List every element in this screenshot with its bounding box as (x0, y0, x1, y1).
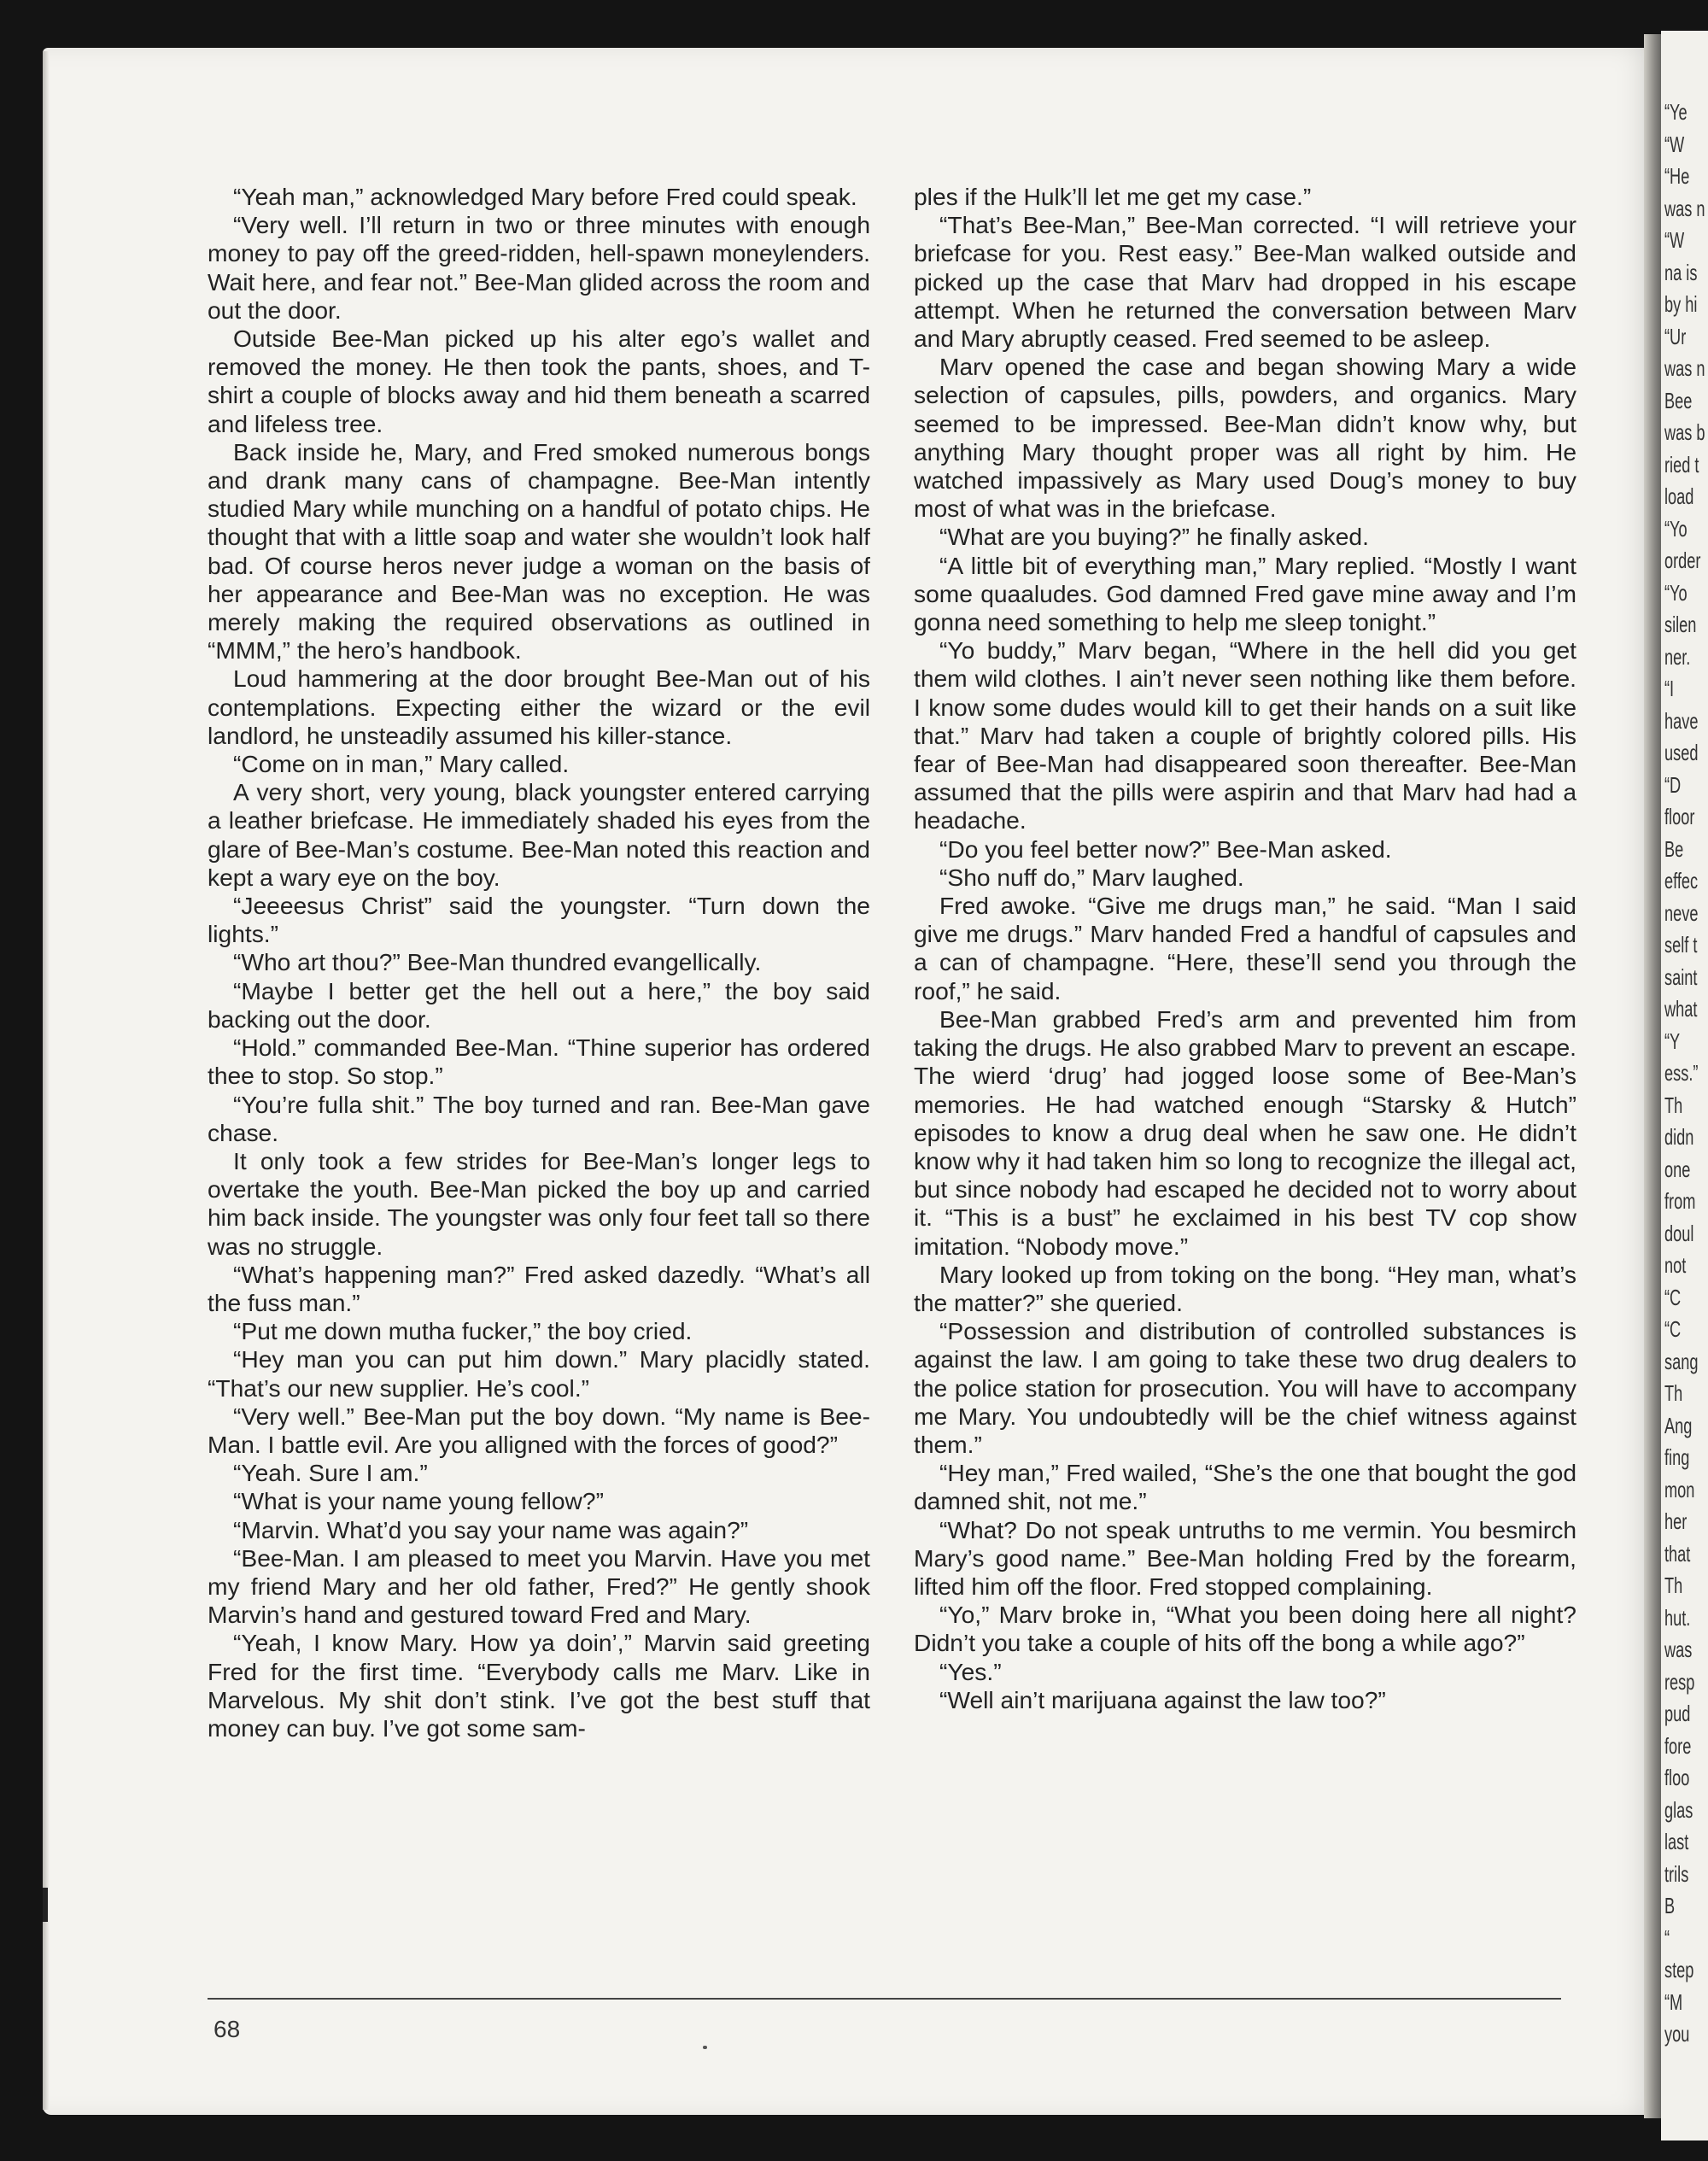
next-page-fragment: B (1664, 1893, 1676, 1918)
paragraph: “You’re fulla shit.” The boy turned and ran. Bee-Man gave chase. (208, 1090, 870, 1146)
next-page-fragment: silen (1664, 612, 1697, 637)
next-page-fragment: was n (1664, 195, 1705, 221)
next-page-fragment: glas (1664, 1796, 1693, 1823)
next-page-fragment: “Yo (1664, 579, 1688, 606)
next-page-fragment: what (1664, 996, 1698, 1022)
next-page-fragment: “Y (1664, 1028, 1681, 1054)
next-page-fragment: “He (1664, 163, 1690, 189)
paragraph: “Hold.” commanded Bee-Man. “Thine superior has ordered thee to stop. So stop.” (208, 1034, 870, 1090)
paragraph: “Do you feel better now?” Bee-Man asked. (939, 835, 1392, 863)
paragraph: “What is your name young fellow?” (233, 1487, 604, 1515)
print-speck (703, 2046, 707, 2049)
paragraph: “A little bit of everything man,” Mary replied. “Mostly I want some quaaludes. God damned Fred gave mine away and I’m gonna need something to help me sleep tonight.” (914, 551, 1576, 636)
next-page-fragment: fore (1664, 1732, 1692, 1759)
next-page-fragment: Th (1664, 1092, 1683, 1118)
paragraph: “Very well.” Bee-Man put the boy down. “My name is Bee-Man. I battle evil. Are you alligned with the forces of good?” (208, 1402, 870, 1458)
next-page-fragment: order (1664, 548, 1701, 573)
next-page-fragment: you (1664, 2021, 1690, 2047)
next-page-fragment: ner. (1664, 643, 1691, 670)
paragraph: “What’s happening man?” Fred asked dazedly. “What’s all the fuss man.” (208, 1260, 870, 1316)
next-page-fragment: saint (1664, 963, 1698, 990)
next-page-fragment: neve (1664, 899, 1699, 926)
page-left-edge (43, 51, 50, 2110)
next-page-fragment: was n (1664, 355, 1705, 381)
next-page-fragment: last (1664, 1829, 1689, 1854)
next-page-fragment: load (1664, 483, 1694, 509)
next-page-fragment: floor (1664, 804, 1695, 829)
next-page-fragment: Ang (1664, 1412, 1693, 1438)
next-page-fragment: effec (1664, 868, 1699, 893)
page-number: 68 (214, 2016, 241, 2042)
next-page-fragment: “Ye (1664, 99, 1688, 125)
paragraph: “Who art thou?” Bee-Man thundred evangellically. (233, 948, 762, 976)
paragraph: “Hey man you can put him down.” Mary placidly stated. “That’s our new supplier. He’s cool.” (208, 1345, 870, 1402)
next-page-fragment: Th (1664, 1572, 1683, 1598)
next-page-fragment: step (1664, 1957, 1694, 1982)
next-page-edge (1661, 31, 1708, 2141)
next-page-fragment: mon (1664, 1476, 1695, 1502)
paragraph: Mary looked up from toking on the bong. “Hey man, what’s the matter?” she queried. (914, 1260, 1576, 1316)
next-page-fragment: “I (1664, 676, 1675, 701)
next-page-fragment: “C (1664, 1316, 1682, 1342)
next-page-fragment: “ (1664, 1924, 1670, 1951)
paragraph: “Yeah, I know Mary. How ya doin’,” Marvin said greeting Fred for the first time. “Everybody calls me Marv. Like in Marvelous. My shit don’t stink. I’ve got the best stuff that money can buy. I’ve got some sam- (208, 1629, 870, 1742)
paragraph: Marv opened the case and began showing Mary a wide selection of capsules, pills, powders, and organics. Mary seemed to be impressed. Bee-Man didn’t know why, but anything Mary thought proper was all right by him. He watched impassively as Mary used Doug’s money to buy most of what was in the briefcase. (914, 353, 1576, 523)
next-page-fragment: was (1664, 1637, 1693, 1662)
paragraph: “Put me down mutha fucker,” the boy cried. (233, 1317, 693, 1345)
next-page-fragment: didn (1664, 1124, 1694, 1150)
paragraph: “Sho nuff do,” Marv laughed. (939, 863, 1244, 891)
next-page-fragment: “W (1664, 131, 1685, 157)
next-page-fragment: that (1664, 1540, 1691, 1567)
next-page-fragment: “C (1664, 1284, 1682, 1310)
paragraph: ples if the Hulk’ll let me get my case.” (914, 183, 1312, 210)
next-page-fragment: “Ur (1664, 323, 1687, 349)
next-page-fragment: fing (1664, 1444, 1690, 1470)
next-page-fragment: used (1664, 740, 1699, 765)
paragraph: “Maybe I better get the hell out a here,” the boy said backing out the door. (208, 976, 870, 1033)
next-page-fragment: from (1664, 1188, 1696, 1214)
next-page-fragment: have (1664, 707, 1699, 734)
next-page-fragment: sang (1664, 1348, 1699, 1374)
footer-rule (208, 1998, 1561, 2000)
next-page-fragment: resp (1664, 1668, 1695, 1695)
next-page-fragment: ried t (1664, 451, 1699, 477)
paragraph: “Marvin. What’d you say your name was again?” (233, 1515, 749, 1543)
paragraph: A very short, very young, black youngster entered carrying a leather briefcase. He immediately shaded his eyes from the glare of Bee-Man’s costume. Bee-Man noted this reaction and kept a wary eye on the boy. (208, 778, 870, 891)
next-page-fragment: “D (1664, 771, 1682, 798)
paragraph: “That’s Bee-Man,” Bee-Man corrected. “I will retrieve your briefcase for you. Rest easy.” Bee-Man walked outside and picked up the case that Marv had dropped in his escape attempt. When he returned the conversation between Marv and Mary abruptly ceased. Fred seemed to be asleep. (914, 211, 1576, 353)
margin-mark (43, 1888, 48, 1922)
next-page-fragment: ess.” (1664, 1060, 1699, 1086)
paragraph: “Yo,” Marv broke in, “What you been doing here all night? Didn’t you take a couple of hits off the bong a while ago?” (914, 1601, 1576, 1657)
next-page-fragment: na is (1664, 259, 1698, 285)
next-page-fragment: was b (1664, 419, 1705, 445)
paragraph: “Jeeeesus Christ” said the youngster. “Turn down the lights.” (208, 892, 870, 948)
paragraph: “Well ain’t marijuana against the law too?” (939, 1685, 1386, 1713)
next-page-fragment: by hi (1664, 291, 1698, 317)
paragraph: “Come on in man,” Mary called. (233, 750, 570, 778)
next-page-fragment: self t (1664, 932, 1698, 958)
next-page-fragment: trils (1664, 1860, 1689, 1887)
paragraph: “What are you buying?” he finally asked. (939, 523, 1369, 551)
paragraph: “Bee-Man. I am pleased to meet you Marvin. Have you met my friend Mary and her old father, Fred?” He gently shook Marvin’s hand and gestured toward Fred and Mary. (208, 1543, 870, 1629)
next-page-fragment: “Yo (1664, 515, 1688, 542)
next-page-fragment: pud (1664, 1701, 1691, 1726)
next-page-fragment: Be (1664, 835, 1684, 862)
next-page-fragment: “M (1664, 1988, 1683, 2015)
paragraph: “Possession and distribution of controlled substances is against the law. I am going to take these two drug dealers to the police station for prosecution. You will have to accompany me Mary. You undoubtedly will be the chief witness against them.” (914, 1317, 1576, 1458)
paragraph: “Yo buddy,” Marv began, “Where in the hell did you get them wild clothes. I ain’t never seen nothing like them before. I know some dudes would kill to get their hands on a suit like that.” Marv had taken a couple of brightly colored pills. His fear of Bee-Man had disappeared soon thereafter. Bee-Man assumed that the pills were aspirin and that Marv had had a headache. (914, 636, 1576, 835)
next-page-fragment: hut. (1664, 1604, 1691, 1631)
next-page-fragment: Th (1664, 1380, 1683, 1406)
next-page-fragment: not (1664, 1252, 1687, 1278)
paragraph: “Yeah man,” acknowledged Mary before Fred could speak. (233, 183, 857, 210)
paragraph: Back inside he, Mary, and Fred smoked numerous bongs and drank many cans of champagne. Bee-Man intently studied Mary while munching on a handful of potato chips. He thought that with a little soap and water she wouldn’t look half bad. Of course heros never judge a woman on the basis of her appearance and Bee-Man was no exception. He was merely making the required observations as outlined in “MMM,” the hero’s handbook. (208, 437, 870, 665)
paragraph: “Yeah. Sure I am.” (233, 1459, 428, 1487)
paragraph: Loud hammering at the door brought Bee-Man out of his contemplations. Expecting either the wizard or the evil landlord, he unsteadily assumed his killer-stance. (208, 665, 870, 749)
paragraph: “What? Do not speak untruths to me vermin. You besmirch Mary’s good name.” Bee-Man holding Fred by the forearm, lifted him off the floor. Fred stopped complaining. (914, 1515, 1576, 1600)
paragraph: Fred awoke. “Give me drugs man,” he said. “Man I said give me drugs.” Marv handed Fred a handful of capsules and a can of champagne. “Here, these’ll send you through the roof,” he said. (914, 892, 1576, 1004)
paragraph: “Hey man,” Fred wailed, “She’s the one that bought the god damned shit, not me.” (914, 1459, 1576, 1515)
next-page-fragment: one (1664, 1156, 1691, 1182)
paragraph: “Yes.” (939, 1657, 1002, 1685)
next-page-fragment: her (1664, 1508, 1688, 1534)
right-text-column (914, 183, 1576, 1714)
next-page-fragment: Bee (1664, 387, 1693, 413)
paragraph: Outside Bee-Man picked up his alter ego’s wallet and removed the money. He then took the pants, shoes, and T-shirt a couple of blocks away and hid them beneath a scarred and lifeless tree. (208, 325, 870, 437)
paragraph: Bee-Man grabbed Fred’s arm and prevented him from taking the drugs. He also grabbed Marv to prevent an escape. The wierd ‘drug’ had jogged loose some of Bee-Man’s memories. He had watched enough “Starsky & Hutch” episodes to know a drug deal when he saw one. He didn’t know why it had taken him so long to recognize the illegal act, but since nobody had escaped he decided not to worry about it. “This is a bust” he exclaimed in his best TV cop show imitation. “Nobody move.” (914, 1004, 1576, 1260)
next-page-fragment: doul (1664, 1220, 1694, 1246)
paragraph: It only took a few strides for Bee-Man’s longer legs to overtake the youth. Bee-Man picked the boy up and carried him back inside. The youngster was only four feet tall so there was no struggle. (208, 1146, 870, 1260)
next-page-fragment: floo (1664, 1765, 1690, 1790)
paragraph: “Very well. I’ll return in two or three minutes with enough money to pay off the greed-ridden, hell-spawn moneylenders. Wait here, and fear not.” Bee-Man glided across the room and out the door. (208, 211, 870, 324)
next-page-fragment: “W (1664, 227, 1685, 253)
left-text-column (208, 183, 870, 1742)
